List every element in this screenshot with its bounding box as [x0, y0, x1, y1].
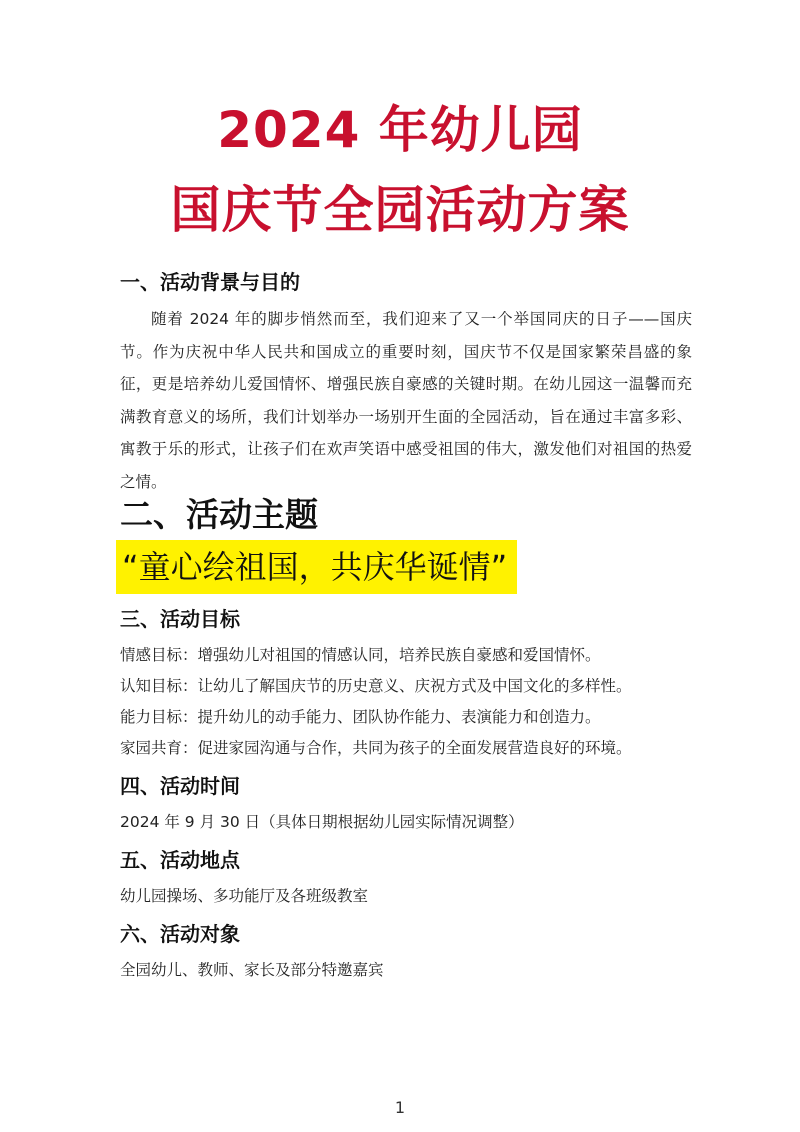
document-title-line-2: 国庆节全园活动方案 — [170, 181, 630, 239]
activity-theme-highlight: “童心绘祖国，共庆华诞情” — [116, 540, 517, 594]
section-5-heading: 五、活动地点 — [120, 848, 240, 872]
section-2-heading: 二、活动主题 — [120, 495, 318, 534]
activity-time: 2024 年 9 月 30 日（具体日期根据幼儿园实际情况调整） — [120, 813, 524, 831]
document-title-line-1: 2024 年幼儿园 — [217, 101, 583, 159]
section-3-heading: 三、活动目标 — [120, 607, 240, 631]
goal-item-ability: 能力目标：提升幼儿的动手能力、团队协作能力、表演能力和创造力。 — [120, 708, 601, 726]
section-4-heading: 四、活动时间 — [120, 774, 240, 798]
section-1-heading: 一、活动背景与目的 — [120, 270, 300, 294]
page-number: 1 — [394, 1098, 406, 1117]
section-1-paragraph: 随着 2024 年的脚步悄然而至，我们迎来了又一个举国同庆的日子——国庆节。作为庆祝中华人民共和国成立的重要时刻，国庆节不仅是国家繁荣昌盛的象征，更是培养幼儿爱国情怀、增强民族自豪感的关键时期。在幼儿园这一温馨而充满教育意义的场所，我们计划举办一场别开生面的全园活动，旨在通过丰富多彩、寓教于乐的形式，让孩子们在欢声笑语中感受祖国的伟大，激发他们对祖国的热爱之情。 — [120, 310, 692, 491]
section-6-heading: 六、活动对象 — [120, 922, 240, 946]
activity-location: 幼儿园操场、多功能厅及各班级教室 — [120, 887, 369, 905]
activity-participants: 全园幼儿、教师、家长及部分特邀嘉宾 — [120, 961, 384, 979]
goal-item-cognition: 认知目标：让幼儿了解国庆节的历史意义、庆祝方式及中国文化的多样性。 — [120, 677, 632, 695]
goal-item-emotion: 情感目标：增强幼儿对祖国的情感认同，培养民族自豪感和爱国情怀。 — [120, 646, 601, 664]
goal-item-home-school: 家园共育：促进家园沟通与合作，共同为孩子的全面发展营造良好的环境。 — [120, 739, 632, 757]
